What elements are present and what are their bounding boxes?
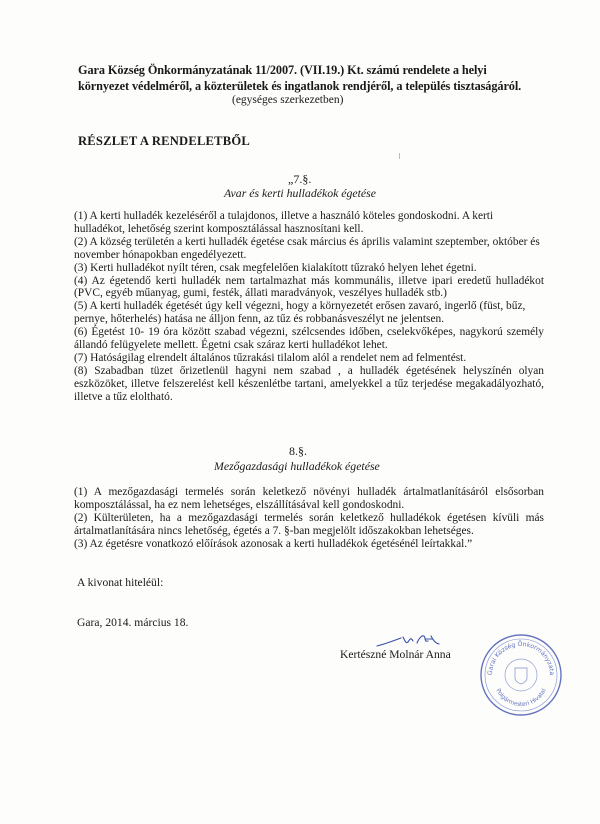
section-7-paragraph-8: (8) Szabadban tüzet őrizetlenül hagyni nem szabad , a hulladék égetésének helyszínén olyan eszközöket, illetve felszerelést kell készenlétbe tartani, amelyekkel a tűz terjedése megakadályozható, illetve a tűz eloltható.	[74, 364, 544, 403]
scan-mark	[399, 153, 400, 159]
place-date: Gara, 2014. március 18.	[77, 616, 189, 629]
section-7-body	[74, 210, 544, 404]
section-7-paragraph-1: (1) A kerti hulladék kezeléséről a tulajdonos, illetve a használó köteles gondoskodni. A kerti hulladékot, lehetőség szerint komposztálással hasznosítani kell.	[74, 210, 494, 235]
excerpt-heading: RÉSZLET A RENDELETBŐL	[78, 134, 250, 148]
section-8-number: 8.§.	[289, 444, 307, 458]
section-7-paragraph-6: (6) Égetést 10- 19 óra között szabad végezni, szélcsendes időben, cselekvőképes, nagykorú személy állandó felügyelete mellett. Égetni csak száraz kerti hulladékot lehet.	[74, 326, 544, 352]
section-7-title: Avar és kerti hulladékok égetése	[224, 186, 376, 200]
document-title	[78, 62, 548, 94]
section-7-paragraph-2: (2) A község területén a kerti hulladék égetése csak március és április valamint szeptember, október és november hónapokban engedélyezett.	[74, 235, 540, 261]
section-8-paragraph-2: (2) Külterületen, ha a mezőgazdasági termelés során keletkező hulladékok égetésen kívüli más ártalmatlanítására nincs lehetőség, égetés a 7. §-ban megjelölt időszakokban lehetséges.	[74, 511, 544, 537]
official-stamp	[478, 632, 564, 718]
section-7-paragraph-3: (3) Kerti hulladékot nyílt téren, csak megfelelően kialakított tűzrakó helyen lehet égetni.	[74, 261, 477, 274]
document-subtitle: (egységes szerkezetben)	[232, 94, 344, 106]
section-8-body	[74, 486, 544, 551]
section-8-paragraph-1: (1) A mezőgazdasági termelés során keletkező növényi hulladék ártalmatlanításáról elsősorban komposztálással, ha ez nem lehetséges, elszállításával kell gondoskodni.	[74, 486, 544, 511]
section-7-paragraph-4: (4) Az égetendő kerti hulladék nem tartalmazhat más kommunális, illetve ipari eredetű hulladékot (PVC, egyéb műanyag, gumi, festék, állati maradványok, veszélyes hulladék stb.)	[74, 274, 544, 300]
certification-text: A kivonat hiteléül:	[77, 576, 164, 589]
section-7-paragraph-7: (7) Hatóságilag elrendelt általános tűzrakási tilalom alól a rendelet nem ad felmentést.	[74, 351, 467, 364]
title-line-1: Gara Község Önkormányzatának 11/2007. (VII.19.) Kt. számú rendelete a helyi	[78, 63, 487, 77]
svg-text:Garai Község Önkormányzata: Garai Község Önkormányzata	[486, 640, 556, 676]
signatory-name: Kertészné Molnár Anna	[340, 648, 451, 661]
title-line-2: környezet védelméről, a közterületek és ingatlanok rendjéről, a település tisztaságáról.	[78, 79, 522, 93]
section-8-title: Mezőgazdasági hulladékok égetése	[214, 459, 380, 473]
svg-text:Polgármesteri Hivatal: Polgármesteri Hivatal	[494, 687, 548, 709]
section-7-number: „7.§.	[288, 172, 312, 186]
section-8-paragraph-3: (3) Az égetésre vonatkozó előírások azonosak a kerti hulladékok égetésénél leírtakkal.”	[74, 537, 473, 550]
section-7-paragraph-5: (5) A kerti hulladék égetését úgy kell végezni, hogy a környezetét erősen zavaró, ingerlő (füst, bűz, pernye, hőterhelés) hatása ne álljon fenn, az tűz és robbanásveszélyt ne jelentsen.	[74, 300, 526, 326]
